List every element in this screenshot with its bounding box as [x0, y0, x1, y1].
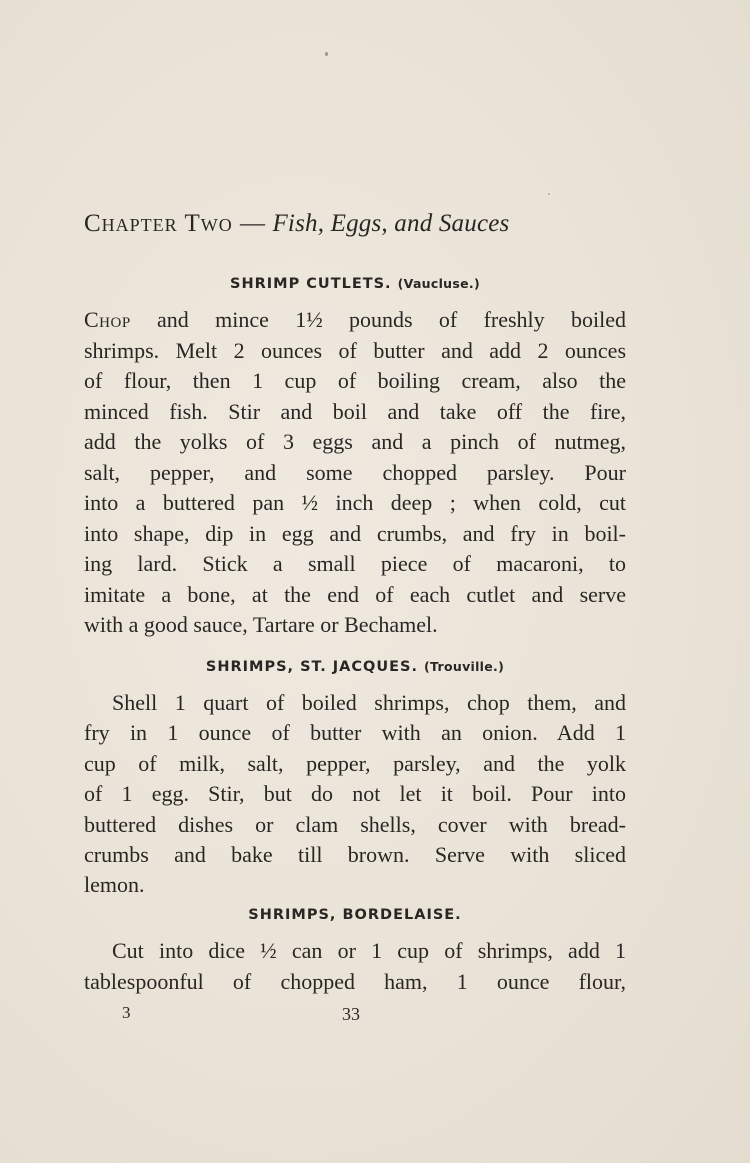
recipe-text-line: imitate a bone, at the end of each cutlet and serve: [84, 582, 626, 607]
recipe-origin: (Vaucluse.): [397, 276, 480, 291]
recipe-origin: (Trouville.): [424, 659, 505, 674]
recipe-text-line: tablespoonful of chopped ham, 1 ounce flour,: [84, 969, 626, 994]
signature-mark: 3: [122, 1003, 131, 1022]
recipe-name: SHRIMPS, ST. JACQUES.: [205, 659, 418, 675]
page-number: 33: [342, 1004, 360, 1024]
paper-fleck: [548, 193, 550, 195]
recipe-text-line: Shell 1 quart of boiled shrimps, chop them, and: [112, 690, 626, 715]
recipe-text-line: shrimps. Melt 2 ounces of butter and add 2 ounces: [84, 338, 626, 363]
recipe-text-line: Chop and mince 1½ pounds of freshly boiled: [84, 307, 626, 332]
chapter-subtitle: Fish, Eggs, and Sauces: [272, 210, 510, 237]
paper-fleck: [325, 52, 328, 56]
recipe-text-line: crumbs and bake till brown. Serve with sliced: [84, 842, 626, 867]
recipe-title: [84, 907, 626, 923]
chapter-heading: [84, 210, 664, 238]
chapter-label: Chapter Two —: [84, 210, 266, 237]
recipe-text-line: of flour, then 1 cup of boiling cream, also the: [84, 368, 626, 393]
recipe-text-line: minced fish. Stir and boil and take off the fire,: [84, 399, 626, 424]
recipe-text-line: fry in 1 ounce of butter with an onion. Add 1: [84, 720, 626, 745]
recipe-text-line: cup of milk, salt, pepper, parsley, and the yolk: [84, 751, 626, 776]
recipe-name: SHRIMP CUTLETS.: [230, 276, 392, 292]
recipe-title: [84, 276, 626, 292]
recipe-text-line: ing lard. Stick a small piece of macaroni, to: [84, 551, 626, 576]
recipe-text-line: into a buttered pan ½ inch deep ; when cold, cut: [84, 490, 626, 515]
recipe-text-line: add the yolks of 3 eggs and a pinch of nutmeg,: [84, 429, 626, 454]
recipe-text-line: with a good sauce, Tartare or Bechamel.: [84, 612, 438, 637]
recipe-text-line: buttered dishes or clam shells, cover with bread-: [84, 812, 626, 837]
recipe-text-line: of 1 egg. Stir, but do not let it boil. Pour into: [84, 781, 626, 806]
recipe-name: SHRIMPS, BORDELAISE.: [248, 907, 462, 923]
recipe-lead-word: Chop: [84, 307, 131, 332]
recipe-text-line: Cut into dice ½ can or 1 cup of shrimps, add 1: [112, 938, 626, 963]
recipe-text-line: lemon.: [84, 872, 145, 897]
recipe-title: [84, 659, 626, 675]
recipe-text-line: salt, pepper, and some chopped parsley. Pour: [84, 460, 626, 485]
recipe-text-line: into shape, dip in egg and crumbs, and fry in boil-: [84, 521, 626, 546]
